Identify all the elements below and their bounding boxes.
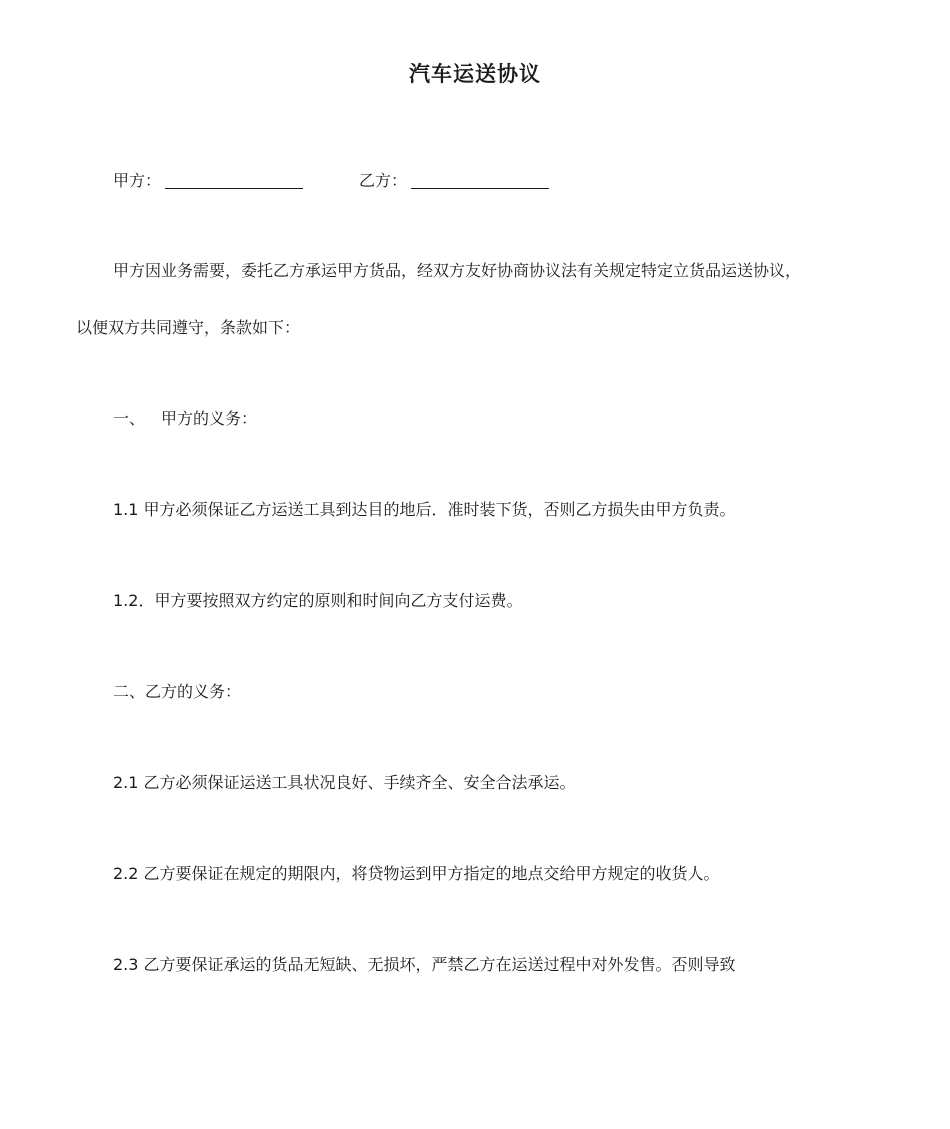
clause-1-2: 1.2．甲方要按照双方约定的原则和时间向乙方支付运费。 [113, 591, 523, 610]
section-2-heading: 二、乙方的义务： [113, 682, 242, 701]
party-a-label: 甲方： [113, 171, 162, 190]
party-b-line [359, 169, 549, 193]
clause-1-1: 1.1 甲方必须保证乙方运送工具到达目的地后．准时装下货，否则乙方损失由甲方负责。 [113, 500, 736, 519]
section-1-title: 甲方的义务： [161, 409, 258, 428]
document-title: 汽车运送协议 [409, 62, 541, 86]
section-1-number: 一、 [113, 409, 146, 428]
intro-line-1: 甲方因业务需要，委托乙方承运甲方货品，经双方友好协商协议法有关规定特定立货品运送协议， [113, 261, 802, 280]
clause-2-2: 2.2 乙方要保证在规定的期限内，将贷物运到甲方指定的地点交给甲方规定的收货人。 [113, 864, 720, 883]
clause-2-3: 2.3 乙方要保证承运的货品无短缺、无损坏，严禁乙方在运送过程中对外发售。否则导致 [113, 955, 736, 974]
party-a-line [113, 169, 303, 193]
section-1-heading [113, 407, 257, 431]
party-a-blank [165, 172, 303, 189]
intro-line-2: 以便双方共同遵守，条款如下： [76, 318, 301, 337]
clause-2-1: 2.1 乙方必须保证运送工具状况良好、手续齐全、安全合法承运。 [113, 773, 576, 792]
party-b-blank [411, 172, 549, 189]
party-b-label: 乙方： [359, 171, 408, 190]
